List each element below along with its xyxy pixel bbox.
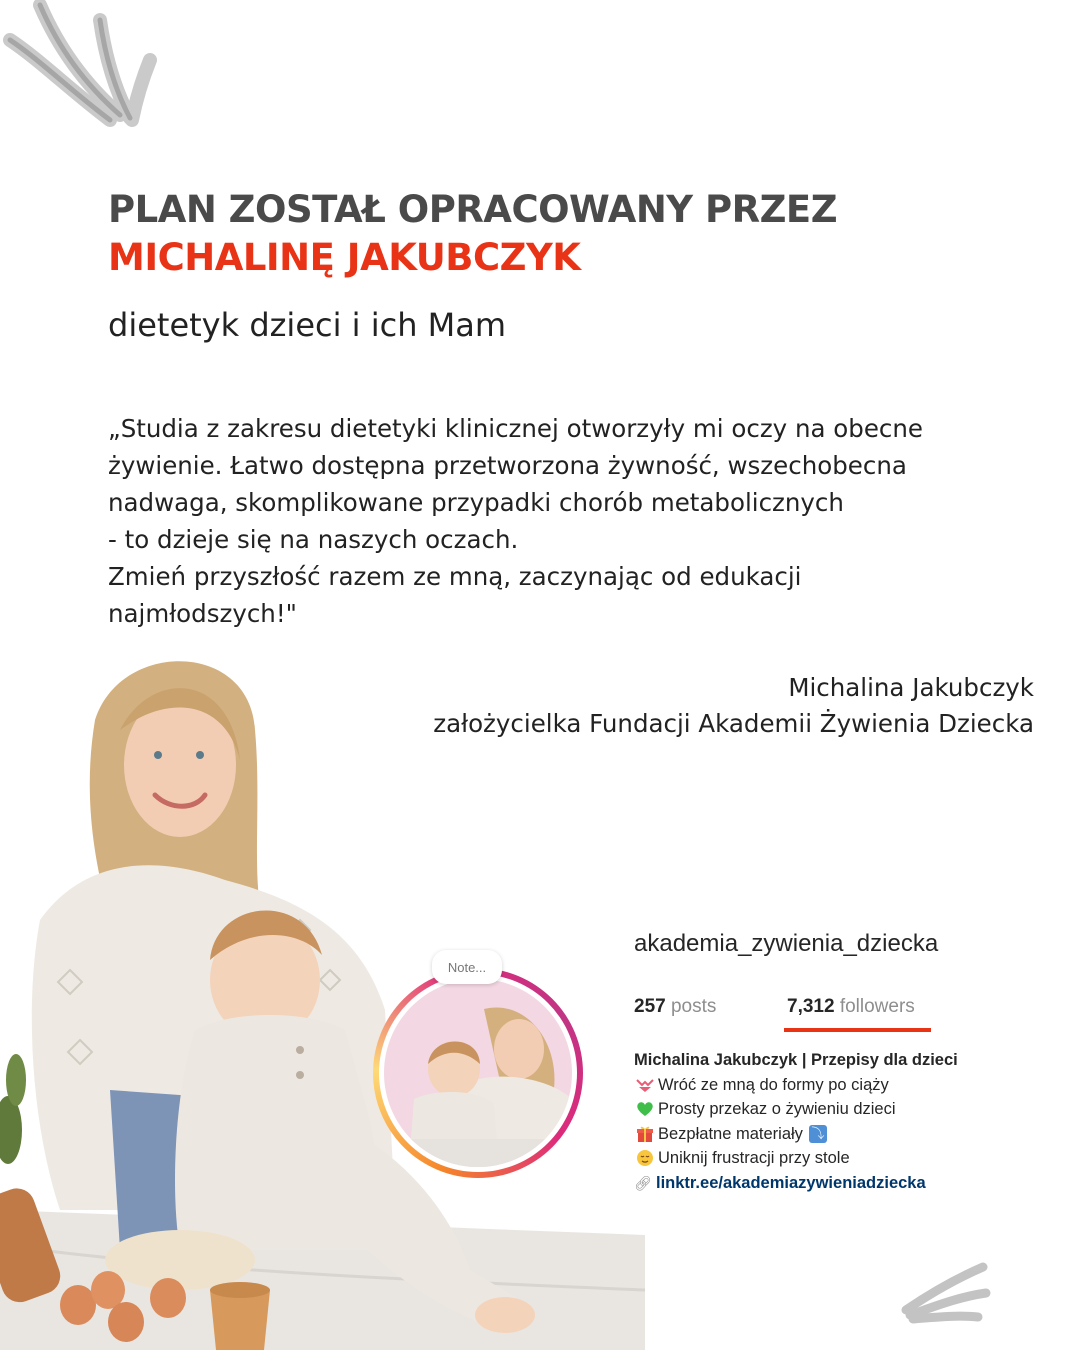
followers-stat[interactable] bbox=[787, 996, 915, 1018]
bio-line-text: Prosty przekaz o żywieniu dzieci bbox=[658, 1100, 896, 1118]
followers-label: followers bbox=[839, 996, 915, 1017]
quote-line: - to dzieje się na naszych oczach. bbox=[108, 525, 519, 554]
bio-line bbox=[634, 1146, 984, 1171]
quote-line: nadwaga, skomplikowane przypadki chorób metabolicznych bbox=[108, 488, 844, 517]
headline-line-1: PLAN ZOSTAŁ OPRACOWANY PRZEZ bbox=[108, 188, 838, 231]
bio-line-text: Uniknij frustracji przy stole bbox=[658, 1149, 850, 1167]
followers-count: 7,312 bbox=[787, 996, 835, 1017]
arrow-down-icon: ⤵ bbox=[809, 1125, 827, 1143]
note-bubble[interactable]: Note... bbox=[432, 950, 502, 984]
green-heart-emoji-icon bbox=[634, 1099, 656, 1119]
profile-username[interactable]: akademia_zywienia_dziecka bbox=[634, 930, 939, 957]
signature-name: Michalina Jakubczyk bbox=[788, 673, 1034, 702]
gift-emoji-icon bbox=[634, 1124, 656, 1144]
bio-line-text: Wróć ze mną do formy po ciąży bbox=[658, 1075, 889, 1094]
instagram-profile bbox=[634, 930, 984, 1195]
quote-line: „Studia z zakresu dietetyki klinicznej otworzyły mi oczy na obecne bbox=[108, 414, 923, 443]
profile-picture-story-ring[interactable] bbox=[373, 968, 583, 1178]
followers-highlight-underline bbox=[784, 1028, 931, 1032]
author-quote bbox=[108, 410, 988, 632]
profile-bio bbox=[634, 1048, 984, 1195]
posts-count: 257 bbox=[634, 996, 666, 1017]
bikini-emoji-icon bbox=[634, 1075, 656, 1095]
bio-line bbox=[634, 1097, 984, 1122]
profile-stats bbox=[634, 996, 984, 1026]
quote-line: najmłodszych!" bbox=[108, 599, 297, 628]
headline bbox=[108, 188, 837, 281]
bio-link[interactable]: linktr.ee/akademiazywieniadziecka bbox=[656, 1173, 926, 1192]
posts-label: posts bbox=[670, 996, 717, 1017]
brush-leaf-decoration-top bbox=[0, 0, 170, 150]
relieved-face-emoji-icon bbox=[634, 1148, 656, 1168]
bio-display-name: Michalina Jakubczyk | Przepisy dla dzieci bbox=[634, 1051, 958, 1069]
quote-line: żywienie. Łatwo dostępna przetworzona żywność, wszechobecna bbox=[108, 451, 907, 480]
signature-role: założycielka Fundacji Akademii Żywienia Dziecka bbox=[433, 709, 1034, 738]
bio-line-text: Bezpłatne materiały bbox=[658, 1124, 803, 1143]
profile-picture bbox=[384, 979, 572, 1167]
bio-line bbox=[634, 1122, 984, 1147]
bio-line bbox=[634, 1073, 984, 1098]
plant-decoration bbox=[0, 1054, 26, 1164]
headline-author-name: MICHALINĘ JAKUBCZYK bbox=[108, 236, 581, 280]
posts-stat[interactable] bbox=[634, 996, 716, 1018]
link-icon: 🔗︎ bbox=[634, 1174, 652, 1191]
bio-link-line[interactable] bbox=[634, 1171, 984, 1196]
quote-line: Zmień przyszłość razem ze mną, zaczynając od edukacji bbox=[108, 562, 802, 591]
author-title: dietetyk dzieci i ich Mam bbox=[108, 306, 507, 344]
brush-leaf-decoration-bottom bbox=[898, 1255, 993, 1325]
